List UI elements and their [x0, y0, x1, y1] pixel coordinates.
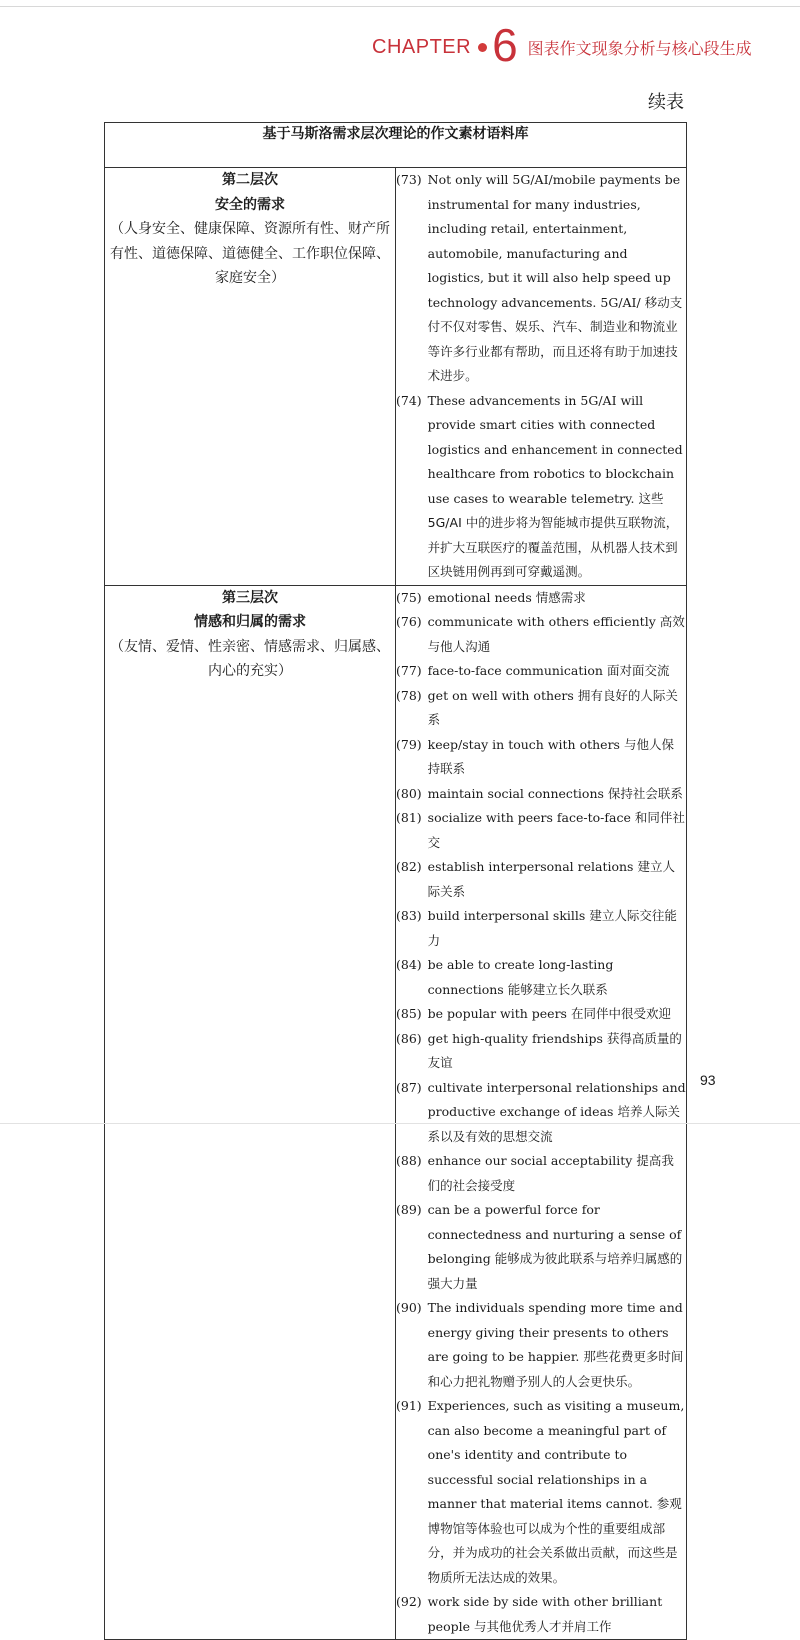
entry-chinese: 获得高质量的友谊 [427, 1030, 682, 1070]
entry-english: build interpersonal skills [427, 908, 586, 923]
entry-chinese: 与其他优秀人才并肩工作 [473, 1618, 612, 1634]
entry-number: (86) [396, 1030, 422, 1046]
table-row [105, 168, 687, 586]
entry-english: establish interpersonal relations [427, 859, 634, 874]
entry-english: communicate with others efficiently [427, 614, 656, 629]
entry-english: be popular with peers [427, 1006, 567, 1021]
entry-text [428, 586, 686, 611]
entry-english: face-to-face communication [427, 663, 603, 678]
entry-text [428, 389, 686, 585]
entry-english: The individuals spending more time and energy giving their presents to others are going to be happier. [427, 1300, 683, 1364]
entries-cell [396, 168, 687, 586]
entry-chinese: 高效与他人沟通 [427, 614, 685, 654]
entry-text [428, 1296, 686, 1394]
entry-number: (84) [396, 957, 422, 972]
category-description: （友情、爱情、性亲密、情感需求、归属感、内心的充实） [110, 638, 390, 679]
entry-text [428, 1002, 686, 1027]
entry-number: (79) [396, 736, 422, 752]
list-item [396, 733, 686, 782]
entry-text [428, 1076, 686, 1150]
table-row [105, 585, 687, 1640]
category-cell [105, 168, 396, 586]
entry-english: keep/stay in touch with others [427, 736, 620, 752]
chapter-header [372, 19, 752, 71]
list-item [396, 904, 686, 953]
entry-chinese: 拥有良好的人际关系 [427, 687, 678, 727]
top-rule [0, 6, 800, 7]
list-item [396, 1198, 686, 1296]
entry-chinese: 能够成为彼此联系与培养归属感的强大力量 [427, 1251, 683, 1291]
entry-text [428, 1394, 686, 1590]
entry-english: emotional needs [427, 589, 532, 605]
entry-text [428, 168, 686, 389]
entry-chinese: 与他人保持联系 [427, 736, 674, 776]
category-level: 第二层次 [222, 172, 278, 188]
list-item [396, 168, 686, 389]
entry-number: (82) [396, 859, 422, 874]
chapter-dot-icon [478, 43, 487, 52]
entry-number: (88) [396, 1153, 422, 1168]
entry-chinese: 提高我们的社会接受度 [427, 1153, 674, 1193]
entry-english: get on well with others [427, 687, 574, 703]
entry-text [428, 855, 686, 904]
list-item [396, 586, 686, 611]
entry-number: (85) [396, 1006, 422, 1021]
chapter-title: 图表作文现象分析与核心段生成 [527, 38, 752, 58]
entry-text [428, 1027, 686, 1076]
entry-number: (80) [396, 785, 422, 801]
chapter-word: CHAPTER [372, 35, 472, 58]
entry-chinese: 参观博物馆等体验也可以成为个性的重要组成部分，并为成功的社会关系做出贡献，而这些是物质所无法达成的效果。 [427, 1496, 682, 1585]
entry-chinese: 在同伴中很受欢迎 [570, 1006, 671, 1021]
entry-chinese: 这些 5G/AI 中的进步将为智能城市提供互联物流，并扩大互联医疗的覆盖范围，从机器人技术到区块链用例再到可穿戴遥测。 [427, 490, 679, 579]
entry-text [428, 733, 686, 782]
entry-chinese: 和同伴社交 [427, 810, 685, 850]
table-title: 基于马斯洛需求层次理论的作文素材语料库 [105, 123, 687, 168]
category-need: 安全的需求 [215, 196, 285, 213]
entry-english: maintain social connections [427, 785, 604, 801]
list-item [396, 1296, 686, 1394]
list-item [396, 953, 686, 1002]
entry-number: (83) [396, 908, 422, 923]
entry-text [428, 782, 686, 807]
entry-number: (92) [396, 1594, 422, 1609]
list-item [396, 610, 686, 659]
page-number: 93 [700, 1072, 716, 1088]
category-description: （人身安全、健康保障、资源所有性、财产所有性、道德保障、道德健全、工作职位保障、家庭安全） [110, 221, 390, 286]
entry-text [428, 904, 686, 953]
continued-label: 续表 [648, 92, 684, 113]
entry-chinese: 能够建立长久联系 [507, 981, 608, 997]
entry-number: (74) [396, 392, 422, 408]
entry-number: (89) [396, 1202, 422, 1217]
entry-chinese: 情感需求 [535, 589, 586, 605]
entry-chinese: 面对面交流 [606, 663, 670, 678]
list-item [396, 782, 686, 807]
entry-chinese: 建立人际交往能力 [427, 908, 677, 948]
entry-number: (90) [396, 1300, 422, 1315]
entry-chinese: 建立人际关系 [427, 859, 675, 899]
entry-english: socialize with peers face-to-face [427, 810, 631, 825]
list-item [396, 806, 686, 855]
entry-chinese: 那些花费更多时间和心力把礼物赠予别人的人会更快乐。 [427, 1349, 684, 1389]
entry-text [428, 1198, 686, 1296]
category-cell [105, 585, 396, 1640]
entry-text [428, 610, 686, 659]
entry-english: Experiences, such as visiting a museum, can also become a meaningful part of one's identity and contribute to successful social relationships in a manner that material items cannot. [427, 1398, 685, 1511]
entry-english: can be a powerful force for connectedness and nurturing a sense of belonging [427, 1202, 682, 1266]
entries-cell [396, 585, 687, 1640]
entry-chinese: 保持社会联系 [607, 785, 683, 801]
list-item [396, 1590, 686, 1639]
entry-english: enhance our social acceptability [427, 1153, 633, 1168]
chapter-number: 6 [492, 19, 518, 71]
entry-english: These advancements in 5G/AI will provide smart cities with connected logistics and enhancement in connected healthcare from robotics to blockchain use cases to wearable telemetry. [427, 392, 683, 506]
entry-chinese: 培养人际关系以及有效的思想交流 [427, 1104, 680, 1144]
list-item [396, 389, 686, 585]
entry-text [428, 1590, 686, 1639]
entry-number: (76) [396, 614, 422, 629]
entry-english: get high-quality friendships [427, 1030, 603, 1046]
entry-english: work side by side with other brilliant people [427, 1594, 663, 1634]
entry-number: (87) [396, 1079, 422, 1095]
entry-number: (78) [396, 687, 422, 703]
entry-chinese: 移动支付不仅对零售、娱乐、汽车、制造业和物流业等许多行业都有帮助，而且还将有助于加速技术进步。 [427, 294, 683, 383]
entry-text [428, 659, 686, 684]
entry-number: (91) [396, 1398, 422, 1413]
list-item [396, 659, 686, 684]
entry-number: (75) [396, 589, 422, 605]
corpus-table [104, 122, 687, 1640]
entry-text [428, 684, 686, 733]
list-item [396, 1076, 686, 1150]
list-item [396, 1149, 686, 1198]
entry-number: (73) [396, 172, 422, 187]
category-need: 情感和归属的需求 [194, 614, 306, 630]
entry-english: be able to create long-lasting connections [427, 957, 614, 997]
list-item [396, 684, 686, 733]
entry-text [428, 806, 686, 855]
entry-text [428, 1149, 686, 1198]
entry-english: cultivate interpersonal relationships and productive exchange of ideas [427, 1079, 686, 1119]
category-level: 第三层次 [222, 589, 278, 606]
entry-text [428, 953, 686, 1002]
entry-number: (81) [396, 810, 422, 825]
list-item [396, 1394, 686, 1590]
list-item [396, 1002, 686, 1027]
entry-english: Not only will 5G/AI/mobile payments be instrumental for many industries, including retail, entertainment, automobile, manufacturing and logistics, but it will also help speed up technology advancements. 5G/AI/ [427, 172, 681, 310]
bottom-rule [0, 1123, 800, 1124]
list-item [396, 855, 686, 904]
list-item [396, 1027, 686, 1076]
entry-number: (77) [396, 663, 422, 678]
